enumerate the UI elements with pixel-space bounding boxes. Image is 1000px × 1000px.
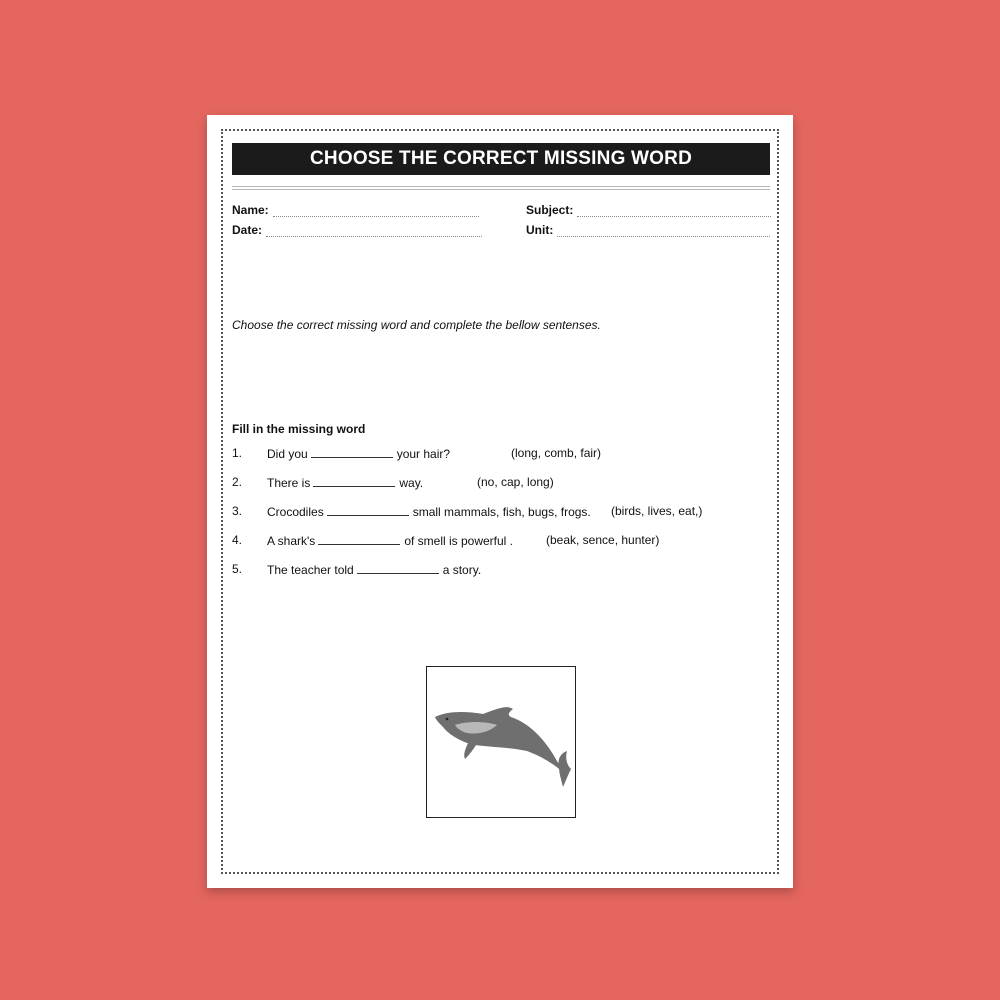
question-number: 5. [232, 562, 243, 576]
subject-field[interactable] [526, 203, 771, 217]
subject-label: Subject: [526, 203, 574, 217]
question-text: Crocodiles small mammals, fish, bugs, frogs. [267, 505, 591, 519]
question-options: (long, comb, fair) [511, 446, 602, 460]
title-divider [232, 186, 770, 187]
name-line[interactable] [273, 204, 479, 217]
question-number: 2. [232, 475, 243, 489]
date-line[interactable] [266, 224, 482, 237]
question-text: Did you your hair? [267, 447, 451, 461]
unit-line[interactable] [557, 224, 770, 237]
answer-blank[interactable] [311, 446, 393, 458]
question-options: (no, cap, long) [477, 475, 554, 489]
unit-label: Unit: [526, 223, 554, 237]
question-number: 4. [232, 533, 243, 547]
worksheet-page [207, 115, 793, 888]
section-title: Fill in the missing word [232, 422, 366, 436]
dolphin-icon [427, 667, 575, 817]
worksheet-title: CHOOSE THE CORRECT MISSING WORD [232, 143, 770, 175]
answer-blank[interactable] [327, 504, 409, 516]
question-text: A shark's of smell is powerful . [267, 534, 514, 548]
name-field[interactable] [232, 203, 479, 217]
instructions-text: Choose the correct missing word and complete the bellow sentenses. [232, 318, 601, 332]
question-text: The teacher told a story. [267, 563, 482, 577]
question-text: There is way. [267, 476, 424, 490]
question-number: 1. [232, 446, 243, 460]
title-divider [232, 189, 770, 190]
answer-blank[interactable] [357, 562, 439, 574]
answer-blank[interactable] [318, 533, 400, 545]
answer-blank[interactable] [313, 475, 395, 487]
date-label: Date: [232, 223, 263, 237]
name-label: Name: [232, 203, 269, 217]
worksheet-border [221, 129, 779, 874]
question-options: (birds, lives, eat,) [611, 504, 703, 518]
date-field[interactable] [232, 223, 482, 237]
question-number: 3. [232, 504, 243, 518]
subject-line[interactable] [577, 204, 771, 217]
question-options: (beak, sence, hunter) [546, 533, 660, 547]
unit-field[interactable] [526, 223, 770, 237]
picture-box [426, 666, 576, 818]
